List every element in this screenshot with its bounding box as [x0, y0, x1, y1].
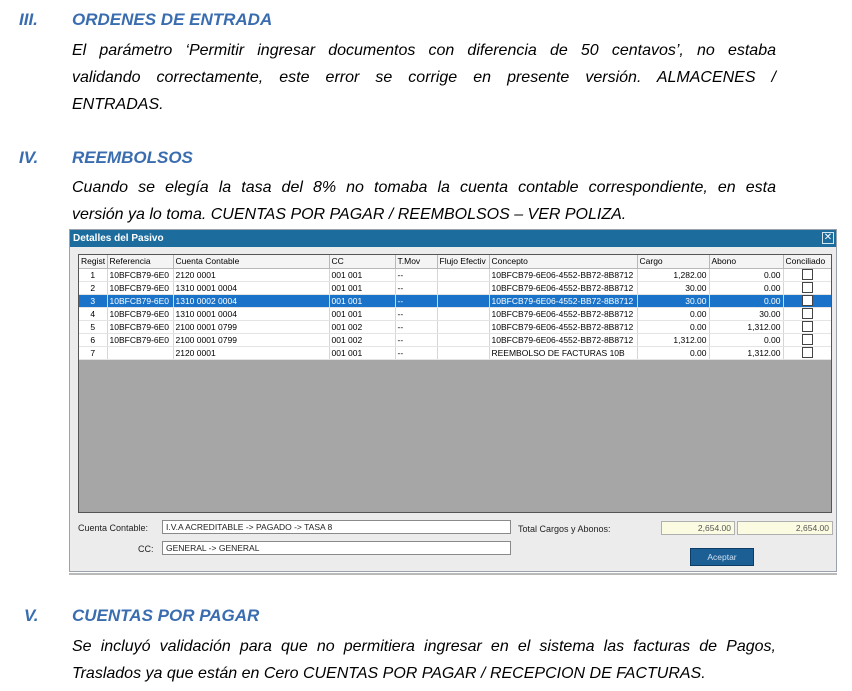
- paragraph-line: Cuando se elegía la tasa del 8% no tomaba la cuenta contable correspondiente, en esta: [72, 179, 776, 196]
- column-header[interactable]: Regist: [81, 256, 106, 267]
- cell-cuenta: 2120 0001: [173, 268, 329, 281]
- cell-cuenta: 2100 0001 0799: [173, 320, 329, 333]
- conciliado-checkbox[interactable]: [802, 347, 813, 358]
- cell-ref: 10BFCB79-6E0: [107, 320, 173, 333]
- cell-abono: 0.00: [709, 281, 783, 294]
- cell-flujo: [437, 346, 489, 359]
- cell-reg: 3: [79, 294, 107, 307]
- cell-concepto: 10BFCB79-6E06-4552-BB72-8B8712: [489, 320, 637, 333]
- cell-cc: 001 001: [329, 281, 395, 294]
- conciliado-checkbox[interactable]: [802, 308, 813, 319]
- cell-ref: 10BFCB79-6E0: [107, 294, 173, 307]
- cell-concepto: 10BFCB79-6E06-4552-BB72-8B8712: [489, 294, 637, 307]
- cell-cargo: 0.00: [637, 320, 709, 333]
- total-cargos-field: 2,654.00: [661, 521, 735, 535]
- cell-reg: 7: [79, 346, 107, 359]
- cell-cc: 001 002: [329, 320, 395, 333]
- conciliado-checkbox[interactable]: [802, 295, 813, 306]
- paragraph-line: Se incluyó validación para que no permitiera ingresar en el sistema las facturas de Pagos,: [72, 638, 776, 655]
- cell-cargo: 0.00: [637, 307, 709, 320]
- close-icon[interactable]: ✕: [823, 232, 833, 243]
- column-header[interactable]: T.Mov: [395, 255, 437, 268]
- cell-tmov: --: [395, 294, 437, 307]
- column-header[interactable]: Cuenta Contable: [173, 255, 329, 268]
- cell-cc: 001 001: [329, 294, 395, 307]
- cell-cc: 001 001: [329, 268, 395, 281]
- column-header[interactable]: Abono: [709, 255, 783, 268]
- cuenta-contable-label: Cuenta Contable:: [78, 523, 149, 533]
- section-title: CUENTAS POR PAGAR: [72, 606, 260, 625]
- cell-abono: 1,312.00: [709, 320, 783, 333]
- cell-cuenta: 1310 0001 0004: [173, 281, 329, 294]
- paragraph-line: ENTRADAS.: [72, 96, 164, 113]
- cc-label: CC:: [138, 544, 154, 554]
- table-row[interactable]: [79, 320, 831, 333]
- cell-abono: 0.00: [709, 294, 783, 307]
- section-title: ORDENES DE ENTRADA: [72, 10, 273, 29]
- totals-label: Total Cargos y Abonos:: [518, 524, 611, 534]
- cell-tmov: --: [395, 346, 437, 359]
- cell-tmov: --: [395, 333, 437, 346]
- conciliado-checkbox[interactable]: [802, 334, 813, 345]
- section-paragraph: [72, 37, 776, 118]
- paragraph-line: validando correctamente, este error se corrige en presente versión. ALMACENES /: [72, 69, 776, 86]
- cell-tmov: --: [395, 268, 437, 281]
- table-row[interactable]: [79, 346, 831, 359]
- accept-button[interactable]: Aceptar: [690, 548, 754, 566]
- cell-flujo: [437, 281, 489, 294]
- cell-ref: 10BFCB79-6E0: [107, 268, 173, 281]
- table-row[interactable]: [79, 281, 831, 294]
- cell-cuenta: 1310 0001 0004: [173, 307, 329, 320]
- cell-reg: 6: [79, 333, 107, 346]
- cell-cargo: 30.00: [637, 281, 709, 294]
- pasivo-details-dialog: [69, 229, 837, 572]
- cell-flujo: [437, 320, 489, 333]
- section-title: REEMBOLSOS: [72, 148, 193, 167]
- section-paragraph: [72, 174, 776, 228]
- conciliado-checkbox[interactable]: [802, 282, 813, 293]
- column-header[interactable]: CC: [329, 255, 395, 268]
- cc-field[interactable]: GENERAL -> GENERAL: [162, 541, 511, 555]
- details-table: [79, 255, 832, 360]
- cell-conciliado: [783, 333, 831, 346]
- cell-tmov: --: [395, 320, 437, 333]
- paragraph-line: versión ya lo toma. CUENTAS POR PAGAR / REEMBOLSOS – VER POLIZA.: [72, 206, 627, 223]
- cell-concepto: REEMBOLSO DE FACTURAS 10B: [489, 346, 637, 359]
- cell-conciliado: [783, 346, 831, 359]
- cell-tmov: --: [395, 307, 437, 320]
- column-header[interactable]: Concepto: [489, 255, 637, 268]
- column-header[interactable]: Flujo Efectiv: [437, 255, 489, 268]
- section-number: V.: [24, 606, 39, 625]
- cell-tmov: --: [395, 281, 437, 294]
- cell-cuenta: 2100 0001 0799: [173, 333, 329, 346]
- cell-concepto: 10BFCB79-6E06-4552-BB72-8B8712: [489, 281, 637, 294]
- cell-flujo: [437, 307, 489, 320]
- cell-flujo: [437, 294, 489, 307]
- table-row[interactable]: [79, 294, 831, 307]
- cell-cargo: 1,312.00: [637, 333, 709, 346]
- cell-cargo: 1,282.00: [637, 268, 709, 281]
- section-paragraph: [72, 633, 776, 687]
- cell-cuenta: 2120 0001: [173, 346, 329, 359]
- cell-conciliado: [783, 307, 831, 320]
- column-header[interactable]: Referencia: [107, 255, 173, 268]
- cell-conciliado: [783, 320, 831, 333]
- cell-cargo: 30.00: [637, 294, 709, 307]
- paragraph-line: Traslados ya que están en Cero CUENTAS POR PAGAR / RECEPCION DE FACTURAS.: [72, 665, 706, 682]
- cell-cargo: 0.00: [637, 346, 709, 359]
- cell-reg: 1: [79, 268, 107, 281]
- table-row[interactable]: [79, 333, 831, 346]
- section-number: III.: [19, 10, 38, 29]
- cell-conciliado: [783, 294, 831, 307]
- cell-cc: 001 001: [329, 346, 395, 359]
- cuenta-contable-field[interactable]: I.V.A ACREDITABLE -> PAGADO -> TASA 8: [162, 520, 511, 534]
- table-row[interactable]: [79, 307, 831, 320]
- cell-concepto: 10BFCB79-6E06-4552-BB72-8B8712: [489, 333, 637, 346]
- cell-conciliado: [783, 281, 831, 294]
- cell-reg: 2: [79, 281, 107, 294]
- cell-abono: 30.00: [709, 307, 783, 320]
- cell-cuenta: 1310 0002 0004: [173, 294, 329, 307]
- conciliado-checkbox[interactable]: [802, 269, 813, 280]
- dialog-title: Detalles del Pasivo: [70, 230, 836, 247]
- details-grid[interactable]: [78, 254, 832, 513]
- cell-concepto: 10BFCB79-6E06-4552-BB72-8B8712: [489, 268, 637, 281]
- paragraph-line: El parámetro ‘Permitir ingresar documentos con diferencia de 50 centavos’, no estaba: [72, 42, 776, 59]
- table-row[interactable]: [79, 268, 831, 281]
- cell-cc: 001 001: [329, 307, 395, 320]
- cell-abono: 1,312.00: [709, 346, 783, 359]
- dialog-bottom-divider: [69, 573, 837, 575]
- section-number: IV.: [19, 148, 39, 167]
- cell-ref: 10BFCB79-6E0: [107, 333, 173, 346]
- conciliado-checkbox[interactable]: [802, 321, 813, 332]
- cell-reg: 4: [79, 307, 107, 320]
- cell-ref: 10BFCB79-6E0: [107, 281, 173, 294]
- column-header[interactable]: Cargo: [637, 255, 709, 268]
- cell-ref: 10BFCB79-6E0: [107, 307, 173, 320]
- cell-ref: [107, 346, 173, 359]
- column-header[interactable]: Conciliado: [783, 255, 831, 268]
- cell-cc: 001 002: [329, 333, 395, 346]
- cell-flujo: [437, 333, 489, 346]
- cell-concepto: 10BFCB79-6E06-4552-BB72-8B8712: [489, 307, 637, 320]
- cell-conciliado: [783, 268, 831, 281]
- cell-abono: 0.00: [709, 333, 783, 346]
- cell-abono: 0.00: [709, 268, 783, 281]
- cell-flujo: [437, 268, 489, 281]
- total-abonos-field: 2,654.00: [737, 521, 833, 535]
- cell-reg: 5: [79, 320, 107, 333]
